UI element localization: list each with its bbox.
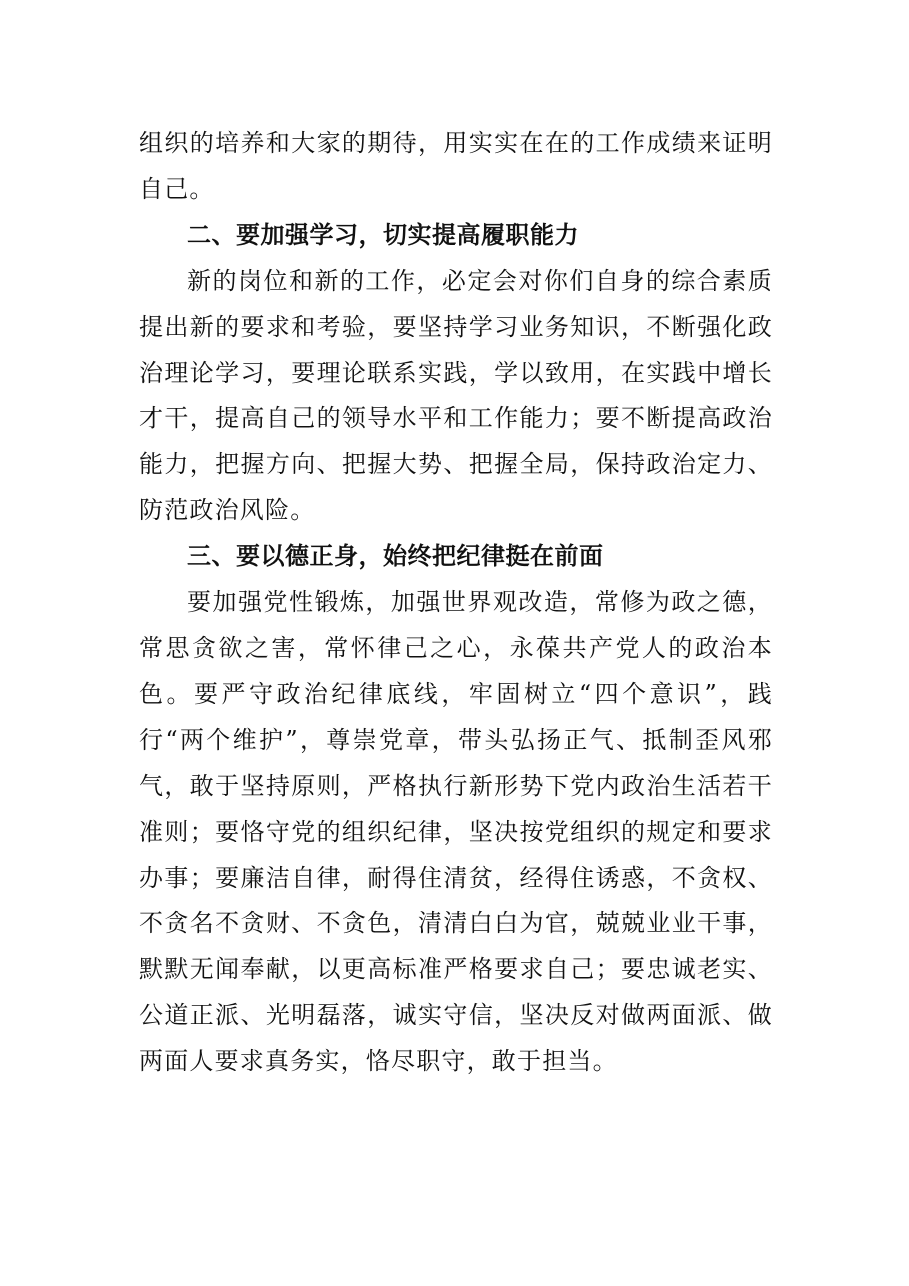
section-heading-3: 三、要以德正身，始终把纪律挺在前面 (187, 542, 604, 571)
paragraph-section-3: 要加强党性锻炼，加强世界观改造，常修为政之德，常思贪欲之害，常怀律己之心，永葆共产党人的政治本色。要严守政治纪律底线，牢固树立“四个意识”，践行“两个维护”，尊崇党章，带头弘扬正气、抵制歪风邪气，敢于坚持原则，严格执行新形势下党内政治生活若干准则；要恪守党的组织纪律，坚决按党组织的规定和要求办事；要廉洁自律，耐得住清贫，经得住诱惑，不贪权、不贪名不贪财、不贪色，清清白白为官，兢兢业业干事，默默无闻奉献，以更高标准严格要求自己；要忠诚老实、公道正派、光明磊落，诚实守信，坚决反对做两面派、做两面人要求真务实，恪尽职守，敢于担当。 (139, 588, 773, 1076)
paragraph-section-2: 新的岗位和新的工作，必定会对你们自身的综合素质提出新的要求和考验，要坚持学习业务知识，不断强化政治理论学习，要理论联系实践，学以致用，在实践中增长才干，提高自己的领导水平和工作能力；要不断提高政治能力，把握方向、把握大势、把握全局，保持政治定力、防范政治风险。 (139, 266, 773, 525)
document-body (139, 121, 773, 1085)
paragraph-continuation: 组织的培养和大家的期待，用实实在在的工作成绩来证明自己。 (139, 129, 773, 203)
section-heading-2: 二、要加强学习，切实提高履职能力 (187, 220, 579, 249)
